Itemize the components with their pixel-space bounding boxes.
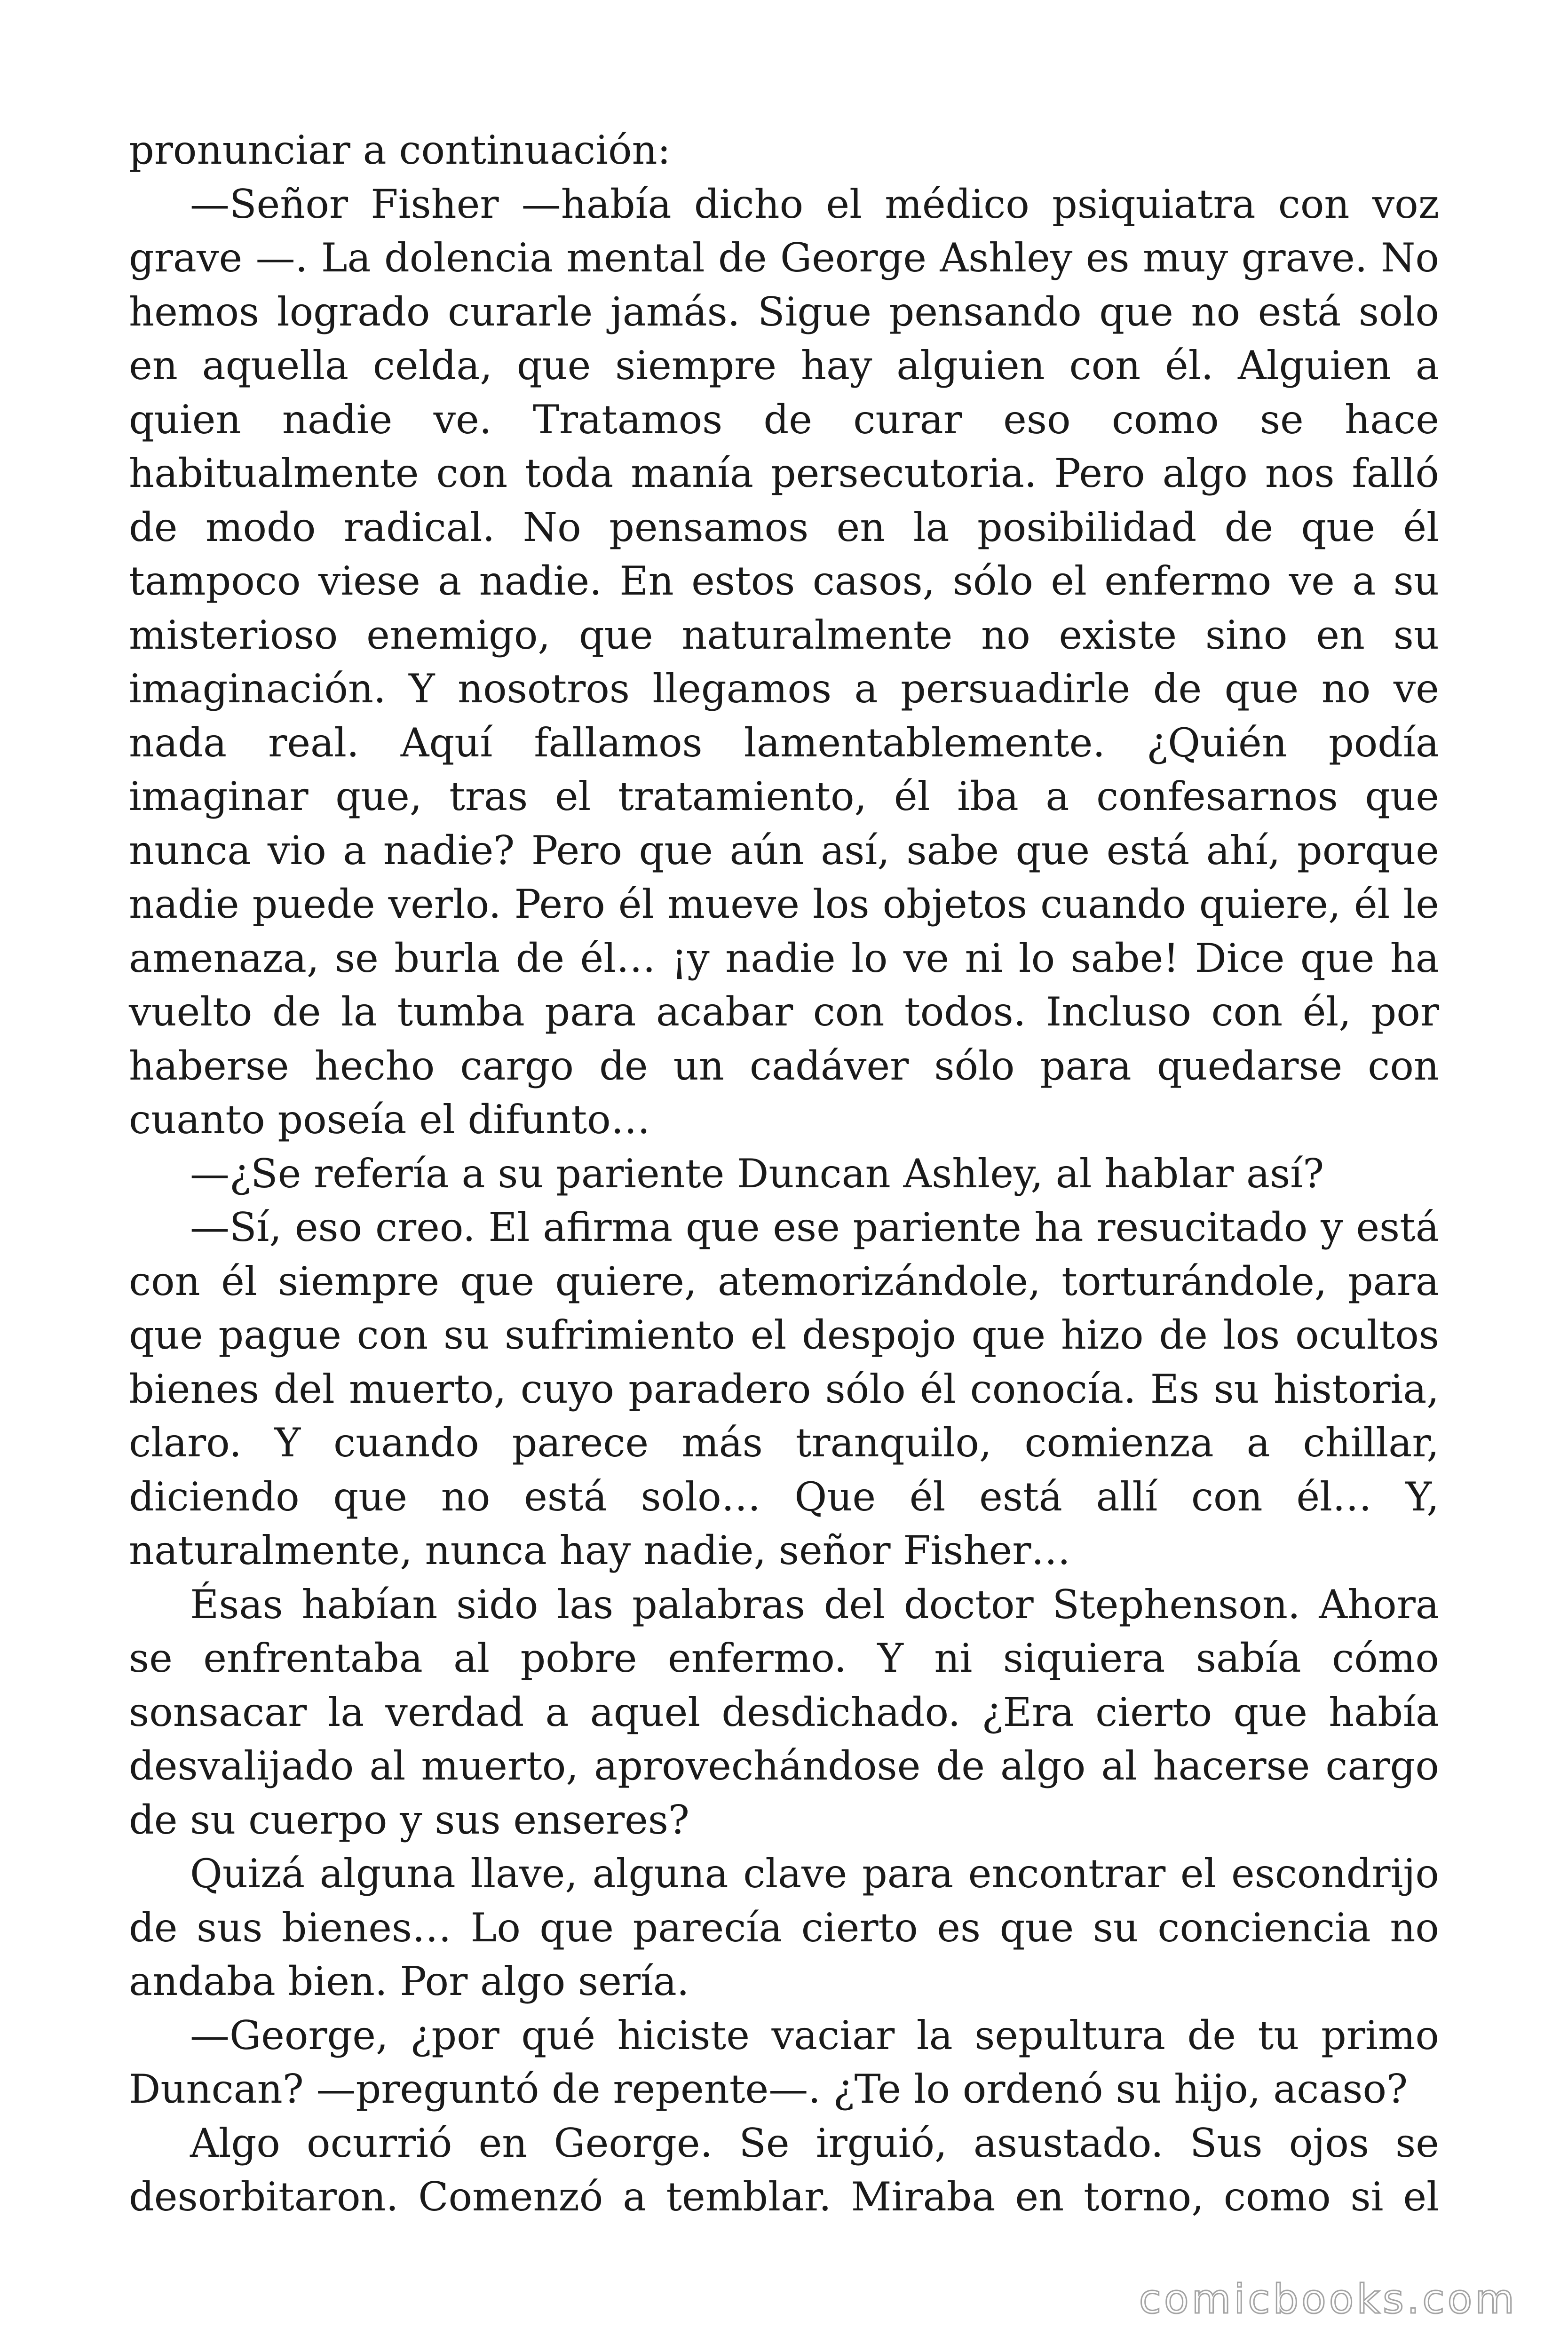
book-page <box>129 123 1439 2224</box>
paragraph-doctor-reply: —Sí, eso creo. El afirma que ese pariente ha resucitado y está con él siempre que quiere, atemorizándole, torturándole, para que pague con su sufrimiento el despojo que hizo de los ocultos bienes del muerto, cuyo paradero sólo él conocía. Es su historia, claro. Y cuando parece más tranquilo, comienza a chillar, diciendo que no está solo… Que él está allí con él… Y, naturalmente, nunca hay nadie, señor Fisher… <box>129 1204 1439 1573</box>
watermark-logo: comicbooks.com <box>1139 2276 1517 2323</box>
paragraph-question-george: —George, ¿por qué hiciste vaciar la sepultura de tu primo Duncan? —preguntó de repente—. ¿Te lo ordenó su hijo, acaso? <box>129 2012 1439 2112</box>
paragraph-question-duncan: —¿Se refería a su pariente Duncan Ashley, al hablar así? <box>190 1150 1324 1197</box>
paragraph-narration-key: Quizá alguna llave, alguna clave para encontrar el escondrijo de sus bienes… Lo que parecía cierto es que su conciencia no andaba bien. Por algo sería. <box>129 1851 1439 2004</box>
paragraph-continuation: pronunciar a continuación: <box>129 127 671 173</box>
paragraph-doctor-speech: —Señor Fisher —había dicho el médico psiquiatra con voz grave —. La dolencia mental de George Ashley es muy grave. No hemos logrado curarle jamás. Sigue pensando que no está solo en aquella celda, que siempre hay alguien con él. Alguien a quien nadie ve. Tratamos de curar eso como se hace habitualmente con toda manía persecutoria. Pero algo nos falló de modo radical. No pensamos en la posibilidad de que él tampoco viese a nadie. En estos casos, sólo el enfermo ve a su misterioso enemigo, que naturalmente no existe sino en su imaginación. Y nosotros llegamos a persuadirle de que no ve nada real. Aquí fallamos lamentablemente. ¿Quién podía imaginar que, tras el tratamiento, él iba a confesarnos que nunca vio a nadie? Pero que aún así, sabe que está ahí, porque nadie puede verlo. Pero él mueve los objetos cuando quiere, él le amenaza, se burla de él… ¡y nadie lo ve ni lo sabe! Dice que ha vuelto de la tumba para acabar con todos. Incluso con él, por haberse hecho cargo de un cadáver sólo para quedarse con cuanto poseía el difunto… <box>129 181 1439 1143</box>
paragraph-narration-stephenson: Ésas habían sido las palabras del doctor Stephenson. Ahora se enfrentaba al pobre enfermo. Y ni siquiera sabía cómo sonsacar la verdad a aquel desdichado. ¿Era cierto que había desvalijado al muerto, aprovechándose de algo al hacerse cargo de su cuerpo y sus enseres? <box>129 1581 1439 1843</box>
paragraph-narration-george: Algo ocurrió en George. Se irguió, asustado. Sus ojos se desorbitaron. Comenzó a temblar. Miraba en torno, como si el <box>129 2120 1439 2220</box>
